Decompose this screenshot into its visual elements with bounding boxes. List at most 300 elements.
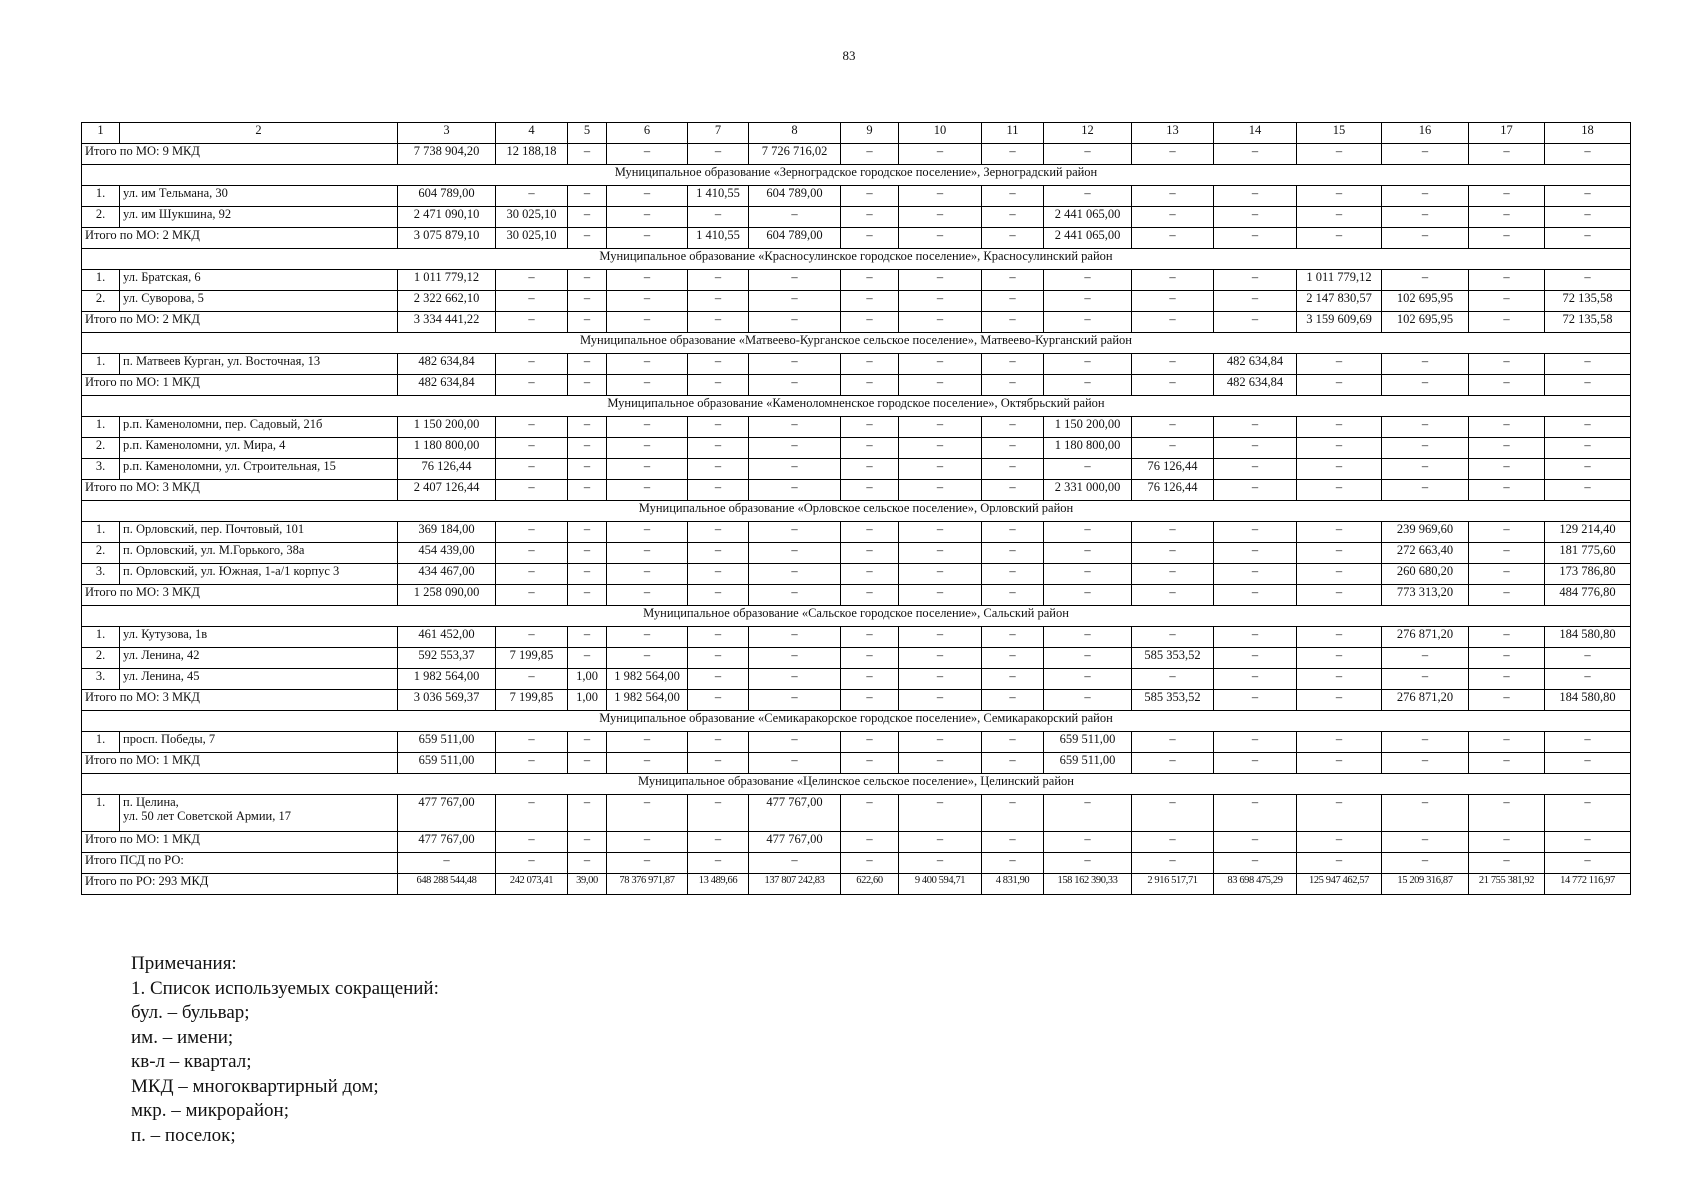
- value-cell: –: [1382, 832, 1469, 853]
- address-line: р.п. Каменоломни, пер. Садовый, 21б: [123, 417, 323, 431]
- value-cell: –: [1545, 228, 1631, 249]
- value-cell: –: [607, 522, 688, 543]
- column-number: 4: [496, 123, 568, 144]
- value-cell: –: [607, 291, 688, 312]
- column-number: 13: [1132, 123, 1214, 144]
- value-cell: –: [607, 354, 688, 375]
- value-cell: –: [1132, 144, 1214, 165]
- value-cell: 1,00: [568, 690, 607, 711]
- row-number: 1.: [82, 627, 120, 648]
- value-cell: –: [899, 795, 982, 832]
- value-cell: –: [1545, 648, 1631, 669]
- value-cell: –: [568, 627, 607, 648]
- column-number: 5: [568, 123, 607, 144]
- value-cell: –: [568, 438, 607, 459]
- address-line: ул. Ленина, 45: [123, 669, 200, 683]
- value-cell: –: [749, 375, 841, 396]
- value-cell: –: [749, 585, 841, 606]
- value-cell: –: [1545, 832, 1631, 853]
- value-cell: 2 441 065,00: [1044, 207, 1132, 228]
- value-cell: –: [899, 543, 982, 564]
- total-label: Итого по МО: 3 МКД: [82, 690, 398, 711]
- value-cell: –: [1545, 669, 1631, 690]
- total-row: [82, 480, 1631, 501]
- value-cell: 2 331 000,00: [1044, 480, 1132, 501]
- value-cell: –: [982, 417, 1044, 438]
- value-cell: –: [1382, 795, 1469, 832]
- value-cell: –: [1297, 627, 1382, 648]
- value-cell: 260 680,20: [1382, 564, 1469, 585]
- value-cell: 659 511,00: [398, 732, 496, 753]
- value-cell: –: [496, 753, 568, 774]
- value-cell: 272 663,40: [1382, 543, 1469, 564]
- total-row: [82, 753, 1631, 774]
- value-cell: 14 772 116,97: [1545, 874, 1631, 895]
- value-cell: –: [1382, 438, 1469, 459]
- value-cell: –: [749, 732, 841, 753]
- total-label: Итого по МО: 9 МКД: [82, 144, 398, 165]
- building-address: [120, 648, 398, 669]
- value-cell: –: [688, 144, 749, 165]
- value-cell: –: [749, 480, 841, 501]
- value-cell: –: [1214, 207, 1297, 228]
- total-label: Итого по МО: 1 МКД: [82, 375, 398, 396]
- value-cell: –: [899, 438, 982, 459]
- value-cell: 21 755 381,92: [1469, 874, 1545, 895]
- value-cell: –: [398, 853, 496, 874]
- building-row: [82, 438, 1631, 459]
- building-row: [82, 795, 1631, 832]
- value-cell: –: [749, 522, 841, 543]
- value-cell: –: [496, 312, 568, 333]
- row-number: 1.: [82, 417, 120, 438]
- total-row: [82, 228, 1631, 249]
- value-cell: –: [688, 564, 749, 585]
- building-address: [120, 270, 398, 291]
- value-cell: –: [1132, 832, 1214, 853]
- value-cell: 2 441 065,00: [1044, 228, 1132, 249]
- value-cell: –: [982, 522, 1044, 543]
- column-number: 16: [1382, 123, 1469, 144]
- value-cell: 1 982 564,00: [607, 690, 688, 711]
- value-cell: –: [1214, 732, 1297, 753]
- value-cell: 622,60: [841, 874, 899, 895]
- value-cell: –: [568, 795, 607, 832]
- building-address: [120, 291, 398, 312]
- building-row: [82, 186, 1631, 207]
- value-cell: –: [607, 417, 688, 438]
- value-cell: –: [1132, 853, 1214, 874]
- column-number: 1: [82, 123, 120, 144]
- value-cell: 276 871,20: [1382, 627, 1469, 648]
- value-cell: 1 180 800,00: [398, 438, 496, 459]
- value-cell: –: [1214, 312, 1297, 333]
- value-cell: –: [841, 375, 899, 396]
- value-cell: –: [1214, 291, 1297, 312]
- value-cell: 1 410,55: [688, 186, 749, 207]
- value-cell: –: [1469, 438, 1545, 459]
- value-cell: –: [1044, 795, 1132, 832]
- value-cell: –: [496, 564, 568, 585]
- value-cell: –: [841, 522, 899, 543]
- value-cell: –: [568, 522, 607, 543]
- value-cell: –: [688, 354, 749, 375]
- value-cell: –: [841, 312, 899, 333]
- row-number: 2.: [82, 543, 120, 564]
- value-cell: –: [607, 648, 688, 669]
- value-cell: –: [1297, 690, 1382, 711]
- municipality-section-row: [82, 333, 1631, 354]
- notes-line: бул. – бульвар;: [131, 1002, 250, 1023]
- value-cell: –: [496, 732, 568, 753]
- value-cell: –: [1297, 543, 1382, 564]
- value-cell: –: [841, 669, 899, 690]
- value-cell: –: [1545, 795, 1631, 832]
- value-cell: –: [496, 832, 568, 853]
- value-cell: –: [496, 795, 568, 832]
- value-cell: –: [607, 627, 688, 648]
- value-cell: 604 789,00: [398, 186, 496, 207]
- value-cell: –: [688, 585, 749, 606]
- building-address: [120, 354, 398, 375]
- value-cell: –: [899, 144, 982, 165]
- address-line: ул. Ленина, 42: [123, 648, 200, 662]
- value-cell: –: [1214, 627, 1297, 648]
- building-row: [82, 417, 1631, 438]
- value-cell: 2 322 662,10: [398, 291, 496, 312]
- value-cell: –: [1382, 375, 1469, 396]
- total-label: Итого по МО: 3 МКД: [82, 585, 398, 606]
- value-cell: 7 738 904,20: [398, 144, 496, 165]
- value-cell: –: [568, 144, 607, 165]
- building-address: [120, 459, 398, 480]
- value-cell: –: [1044, 144, 1132, 165]
- building-row: [82, 627, 1631, 648]
- value-cell: –: [899, 291, 982, 312]
- value-cell: –: [1297, 144, 1382, 165]
- value-cell: –: [899, 312, 982, 333]
- column-number: 6: [607, 123, 688, 144]
- value-cell: 2 471 090,10: [398, 207, 496, 228]
- value-cell: –: [899, 853, 982, 874]
- building-address: [120, 627, 398, 648]
- value-cell: –: [1214, 144, 1297, 165]
- value-cell: –: [841, 732, 899, 753]
- value-cell: –: [688, 832, 749, 853]
- value-cell: –: [688, 291, 749, 312]
- value-cell: –: [749, 543, 841, 564]
- psd-total-row: [82, 853, 1631, 874]
- notes-line: 1. Список используемых сокращений:: [131, 977, 439, 999]
- value-cell: –: [749, 459, 841, 480]
- value-cell: –: [841, 690, 899, 711]
- value-cell: 1 150 200,00: [1044, 417, 1132, 438]
- value-cell: 1 180 800,00: [1044, 438, 1132, 459]
- value-cell: –: [749, 753, 841, 774]
- value-cell: 76 126,44: [1132, 459, 1214, 480]
- value-cell: –: [496, 375, 568, 396]
- value-cell: –: [496, 459, 568, 480]
- value-cell: 242 073,41: [496, 874, 568, 895]
- building-address: [120, 732, 398, 753]
- value-cell: –: [899, 375, 982, 396]
- value-cell: 1 410,55: [688, 228, 749, 249]
- address-line: ул. Суворова, 5: [123, 291, 204, 305]
- value-cell: 454 439,00: [398, 543, 496, 564]
- value-cell: 7 199,85: [496, 648, 568, 669]
- total-row: [82, 144, 1631, 165]
- value-cell: 3 036 569,37: [398, 690, 496, 711]
- total-label: Итого по РО: 293 МКД: [82, 874, 398, 895]
- building-row: [82, 648, 1631, 669]
- value-cell: –: [568, 354, 607, 375]
- municipality-title: Муниципальное образование «Орловское сельское поселение», Орловский район: [82, 501, 1631, 522]
- total-label: Итого по МО: 2 МКД: [82, 228, 398, 249]
- value-cell: 30 025,10: [496, 207, 568, 228]
- value-cell: –: [496, 186, 568, 207]
- value-cell: –: [1382, 853, 1469, 874]
- value-cell: –: [1044, 564, 1132, 585]
- total-row: [82, 312, 1631, 333]
- value-cell: –: [841, 795, 899, 832]
- value-cell: –: [1132, 375, 1214, 396]
- value-cell: –: [749, 690, 841, 711]
- value-cell: –: [899, 270, 982, 291]
- value-cell: 477 767,00: [749, 832, 841, 853]
- municipality-section-row: [82, 396, 1631, 417]
- value-cell: –: [1132, 438, 1214, 459]
- value-cell: –: [899, 669, 982, 690]
- value-cell: –: [1297, 438, 1382, 459]
- value-cell: –: [1469, 480, 1545, 501]
- value-cell: –: [899, 228, 982, 249]
- value-cell: –: [982, 207, 1044, 228]
- value-cell: –: [1469, 354, 1545, 375]
- row-number: 1.: [82, 795, 120, 832]
- value-cell: 659 511,00: [1044, 732, 1132, 753]
- value-cell: –: [1297, 795, 1382, 832]
- value-cell: –: [688, 690, 749, 711]
- column-number-row: [82, 123, 1631, 144]
- value-cell: –: [1545, 480, 1631, 501]
- value-cell: –: [1044, 648, 1132, 669]
- value-cell: –: [982, 312, 1044, 333]
- value-cell: 585 353,52: [1132, 648, 1214, 669]
- value-cell: –: [1132, 186, 1214, 207]
- column-number: 2: [120, 123, 398, 144]
- notes-line: п. – поселок;: [131, 1124, 236, 1146]
- value-cell: –: [1214, 564, 1297, 585]
- value-cell: –: [568, 228, 607, 249]
- row-number: 3.: [82, 564, 120, 585]
- value-cell: –: [1469, 144, 1545, 165]
- value-cell: –: [1132, 669, 1214, 690]
- value-cell: –: [1469, 795, 1545, 832]
- value-cell: –: [841, 459, 899, 480]
- value-cell: –: [568, 543, 607, 564]
- value-cell: –: [568, 186, 607, 207]
- municipality-title: Муниципальное образование «Матвеево-Курганское сельское поселение», Матвеево-Курганский район: [82, 333, 1631, 354]
- value-cell: –: [841, 228, 899, 249]
- value-cell: –: [982, 853, 1044, 874]
- building-row: [82, 354, 1631, 375]
- value-cell: –: [1469, 375, 1545, 396]
- value-cell: –: [1132, 585, 1214, 606]
- value-cell: 604 789,00: [749, 186, 841, 207]
- value-cell: 2 916 517,71: [1132, 874, 1214, 895]
- value-cell: 659 511,00: [398, 753, 496, 774]
- value-cell: –: [982, 354, 1044, 375]
- building-address: [120, 417, 398, 438]
- value-cell: –: [749, 312, 841, 333]
- value-cell: –: [1545, 144, 1631, 165]
- total-label: Итого по МО: 3 МКД: [82, 480, 398, 501]
- value-cell: 1,00: [568, 669, 607, 690]
- value-cell: –: [1297, 648, 1382, 669]
- value-cell: –: [1044, 522, 1132, 543]
- municipality-section-row: [82, 774, 1631, 795]
- value-cell: –: [568, 564, 607, 585]
- value-cell: –: [607, 480, 688, 501]
- value-cell: –: [1382, 144, 1469, 165]
- value-cell: –: [1469, 853, 1545, 874]
- value-cell: –: [982, 795, 1044, 832]
- value-cell: –: [841, 207, 899, 228]
- value-cell: –: [982, 186, 1044, 207]
- address-line: р.п. Каменоломни, ул. Мира, 4: [123, 438, 286, 452]
- value-cell: –: [899, 522, 982, 543]
- value-cell: –: [1214, 228, 1297, 249]
- value-cell: –: [1132, 522, 1214, 543]
- building-address: [120, 438, 398, 459]
- address-line: ул. им Шукшина, 92: [123, 207, 232, 221]
- total-row: [82, 585, 1631, 606]
- value-cell: –: [1469, 291, 1545, 312]
- value-cell: –: [1044, 669, 1132, 690]
- value-cell: –: [607, 207, 688, 228]
- value-cell: 239 969,60: [1382, 522, 1469, 543]
- address-line: ул. 50 лет Советской Армии, 17: [123, 809, 291, 823]
- value-cell: –: [1469, 207, 1545, 228]
- value-cell: –: [982, 543, 1044, 564]
- notes-line: мкр. – микрорайон;: [131, 1100, 289, 1121]
- value-cell: –: [1545, 459, 1631, 480]
- value-cell: –: [607, 732, 688, 753]
- value-cell: –: [899, 732, 982, 753]
- value-cell: –: [1382, 732, 1469, 753]
- building-address: [120, 669, 398, 690]
- value-cell: –: [1297, 732, 1382, 753]
- value-cell: –: [1132, 564, 1214, 585]
- value-cell: –: [982, 459, 1044, 480]
- value-cell: –: [1132, 627, 1214, 648]
- value-cell: –: [1214, 585, 1297, 606]
- value-cell: –: [607, 144, 688, 165]
- column-number: 11: [982, 123, 1044, 144]
- value-cell: –: [607, 832, 688, 853]
- value-cell: 477 767,00: [398, 795, 496, 832]
- value-cell: –: [1382, 753, 1469, 774]
- value-cell: 2 407 126,44: [398, 480, 496, 501]
- value-cell: –: [1297, 186, 1382, 207]
- value-cell: –: [1297, 522, 1382, 543]
- value-cell: –: [1382, 480, 1469, 501]
- row-number: 2.: [82, 291, 120, 312]
- value-cell: –: [982, 627, 1044, 648]
- value-cell: –: [1132, 354, 1214, 375]
- value-cell: –: [1214, 832, 1297, 853]
- value-cell: –: [688, 753, 749, 774]
- value-cell: –: [841, 417, 899, 438]
- value-cell: –: [688, 732, 749, 753]
- value-cell: 83 698 475,29: [1214, 874, 1297, 895]
- value-cell: 15 209 316,87: [1382, 874, 1469, 895]
- value-cell: –: [688, 669, 749, 690]
- building-address: [120, 207, 398, 228]
- value-cell: –: [841, 270, 899, 291]
- value-cell: –: [568, 312, 607, 333]
- value-cell: –: [1469, 522, 1545, 543]
- value-cell: –: [1469, 690, 1545, 711]
- value-cell: –: [982, 753, 1044, 774]
- value-cell: –: [1297, 853, 1382, 874]
- value-cell: –: [982, 291, 1044, 312]
- value-cell: –: [1214, 522, 1297, 543]
- value-cell: –: [607, 543, 688, 564]
- value-cell: –: [1297, 832, 1382, 853]
- value-cell: –: [496, 354, 568, 375]
- value-cell: –: [607, 312, 688, 333]
- building-row: [82, 270, 1631, 291]
- value-cell: –: [1044, 186, 1132, 207]
- value-cell: –: [1545, 753, 1631, 774]
- row-number: 1.: [82, 186, 120, 207]
- value-cell: –: [1382, 354, 1469, 375]
- value-cell: –: [607, 753, 688, 774]
- value-cell: –: [1469, 669, 1545, 690]
- value-cell: –: [841, 853, 899, 874]
- value-cell: –: [1469, 228, 1545, 249]
- column-number: 8: [749, 123, 841, 144]
- value-cell: –: [1297, 228, 1382, 249]
- value-cell: –: [1044, 354, 1132, 375]
- notes-line: МКД – многоквартирный дом;: [131, 1075, 379, 1097]
- total-row: [82, 375, 1631, 396]
- row-number: 1.: [82, 270, 120, 291]
- building-row: [82, 669, 1631, 690]
- value-cell: 181 775,60: [1545, 543, 1631, 564]
- value-cell: –: [982, 375, 1044, 396]
- building-row: [82, 732, 1631, 753]
- value-cell: –: [899, 564, 982, 585]
- value-cell: 173 786,80: [1545, 564, 1631, 585]
- value-cell: 39,00: [568, 874, 607, 895]
- value-cell: –: [1044, 627, 1132, 648]
- value-cell: –: [1382, 207, 1469, 228]
- value-cell: –: [496, 438, 568, 459]
- value-cell: 477 767,00: [749, 795, 841, 832]
- value-cell: –: [841, 753, 899, 774]
- value-cell: –: [1297, 564, 1382, 585]
- column-number: 15: [1297, 123, 1382, 144]
- value-cell: 585 353,52: [1132, 690, 1214, 711]
- value-cell: –: [1545, 375, 1631, 396]
- building-address: [120, 543, 398, 564]
- value-cell: –: [1297, 207, 1382, 228]
- value-cell: –: [607, 853, 688, 874]
- grand-total-row: [82, 874, 1631, 895]
- value-cell: –: [1382, 270, 1469, 291]
